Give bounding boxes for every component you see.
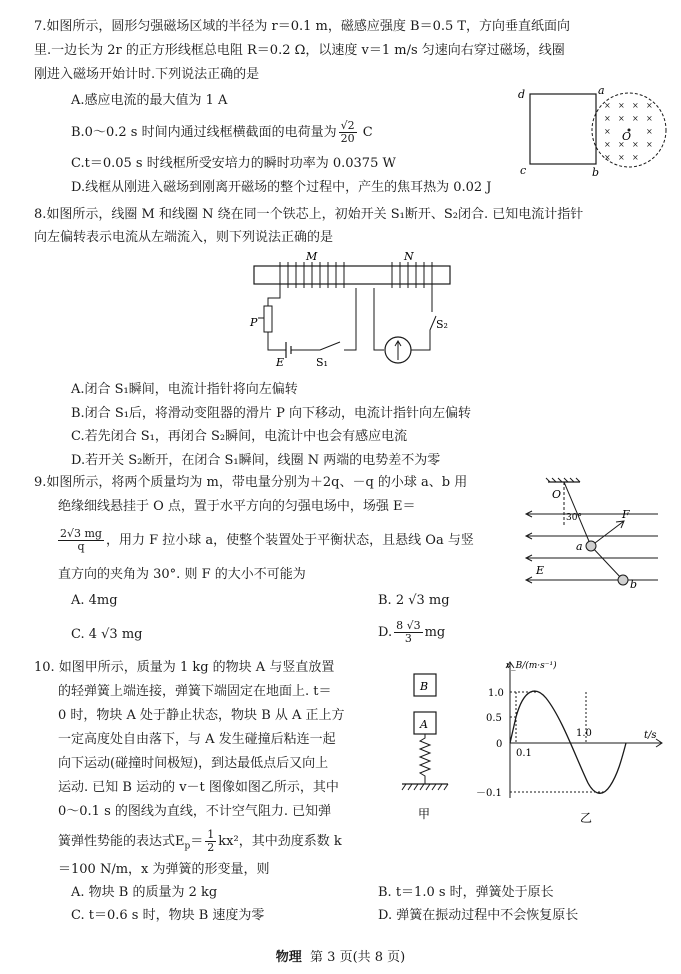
q10-graph-xlabel: t/s xyxy=(644,730,657,741)
q10-caption-a: 甲 xyxy=(418,807,431,821)
q8-wire-m-left xyxy=(268,288,280,306)
q7-label-c: c xyxy=(520,164,527,177)
q8-label-p: P xyxy=(250,316,258,329)
q9-field-denominator: q xyxy=(77,540,85,553)
q9-option-d-label: D. xyxy=(378,625,393,640)
svg-text:×: × xyxy=(646,101,653,110)
q9-ball-a xyxy=(586,541,596,551)
q9-option-d-denominator: 3 xyxy=(404,632,412,645)
q10-figure-b xyxy=(476,658,672,830)
q10-line-4: 一定高度处自由落下，与 A 发生碰撞后粘连一起 xyxy=(58,732,336,747)
q10-line-1: 10. 如图甲所示，质量为 1 kg 的物块 A 与竖直放置 xyxy=(34,660,335,675)
q7-label-d: d xyxy=(518,88,526,101)
q9-label-a: a xyxy=(576,540,583,553)
q10-figure-a xyxy=(398,668,458,828)
q8-iron-core xyxy=(254,266,450,284)
q7-option-b-denominator: 20 xyxy=(340,132,355,145)
footer-subject: 物理 xyxy=(275,950,302,965)
svg-text:×: × xyxy=(618,153,625,162)
q10-graph-tick-m01: －0.1 xyxy=(476,788,502,799)
q9-option-d-unit: mg xyxy=(424,625,446,640)
q7-option-b-numerator: √2 xyxy=(340,119,355,132)
q10-label-a: A xyxy=(420,718,428,731)
q9-option-a: A. 4mg xyxy=(71,593,118,608)
q10-line-8-subscript: p xyxy=(184,841,191,852)
q10-ground-hatch xyxy=(402,784,448,790)
page-footer xyxy=(0,946,681,965)
svg-text:×: × xyxy=(604,153,611,162)
q8-option-c: C.若先闭合 S₁，再闭合 S₂瞬间，电流计中也会有感应电流 xyxy=(71,429,408,444)
q10-caption-b: 乙 xyxy=(580,811,593,825)
svg-text:×: × xyxy=(632,153,639,162)
q10-graph-linear-segment xyxy=(510,717,516,743)
q8-galvanometer-needle xyxy=(395,341,401,360)
q9-field-fraction xyxy=(58,528,104,553)
q10-graph-tick-0: 0 xyxy=(496,739,503,750)
svg-text:×: × xyxy=(646,140,653,149)
q8-label-m: M xyxy=(306,250,318,263)
q9-label-f: F xyxy=(622,508,630,521)
q9-ball-b xyxy=(618,575,628,585)
q10-graph-tick-x01: 0.1 xyxy=(516,748,532,759)
q7-square-frame xyxy=(530,94,596,164)
q7-line-3: 刚进入磁场开始计时.下列说法正确的是 xyxy=(34,67,260,82)
q9-label-o: O xyxy=(552,488,562,501)
q9-thread-ab xyxy=(591,546,622,579)
q7-option-b-unit: C xyxy=(358,125,373,140)
q8-label-s1: S₁ xyxy=(316,356,328,369)
q10-graph-tick-x10: 1.0 xyxy=(576,728,592,739)
q9-option-c: C. 4 √3 mg xyxy=(71,627,143,642)
q8-line-2: 向左偏转表示电流从左端流入，则下列说法正确的是 xyxy=(34,230,334,245)
q9-force-arrow xyxy=(591,521,624,546)
q10-graph-tick-1: 1.0 xyxy=(488,688,504,699)
q10-option-a: A. 物块 B 的质量为 2 kg xyxy=(71,885,218,900)
q9-option-d xyxy=(378,620,445,645)
q10-line-8 xyxy=(58,829,342,856)
q10-half-numerator: 1 xyxy=(207,828,215,841)
svg-text:×: × xyxy=(604,101,611,110)
q10-line-9: ＝100 N/m，x 为弹簧的形变量，则 xyxy=(58,862,270,877)
q10-graph-curve xyxy=(516,691,626,793)
q10-spring xyxy=(420,734,430,784)
q7-label-a: a xyxy=(598,84,605,97)
q9-line-3 xyxy=(56,528,474,553)
q9-option-d-numerator: 8 √3 xyxy=(396,619,421,632)
q8-circuit-figure xyxy=(248,250,456,372)
svg-text:×: × xyxy=(632,101,639,110)
q10-option-d: D. 弹簧在振动过程中不会恢复原长 xyxy=(378,908,579,923)
q9-ceiling-hatch xyxy=(546,478,580,482)
q9-label-angle: 30° xyxy=(566,513,582,523)
q9-line-4: 直方向的夹角为 30°. 则 F 的大小不可能为 xyxy=(58,567,306,582)
q10-line-8-text: 簧弹性势能的表达式E xyxy=(58,834,185,849)
svg-text:×: × xyxy=(604,114,611,123)
q10-half-fraction xyxy=(205,829,216,854)
q8-label-s2: S₂ xyxy=(436,318,448,331)
q8-label-n: N xyxy=(404,250,414,263)
q8-switch-s2 xyxy=(411,316,436,350)
q9-option-b: B. 2 √3 mg xyxy=(378,593,450,608)
q7-option-b xyxy=(71,120,373,145)
q7-label-b: b xyxy=(592,166,600,179)
q9-field-numerator: 2√3 mg xyxy=(60,527,102,540)
q8-line-1: 8.如图所示，线圈 M 和线圈 N 绕在同一个铁芯上，初始开关 S₁断开、S₂闭合. 已知电流计指针 xyxy=(34,207,584,222)
q7-line-2: 里.一边长为 2r 的正方形线框总电阻 R＝0.2 Ω，以速度 v＝1 m/s 匀速向右穿过磁场，线圈 xyxy=(34,43,565,58)
q9-line-3-text: ，用力 F 拉小球 a，使整个装置处于平衡状态，且悬线 Oa 与竖 xyxy=(105,533,474,548)
q10-graph-tick-05: 0.5 xyxy=(486,713,502,724)
svg-text:×: × xyxy=(618,101,625,110)
q9-label-e: E xyxy=(536,564,545,577)
q8-option-a: A.闭合 S₁瞬间，电流计指针将向左偏转 xyxy=(71,382,298,397)
q9-figure xyxy=(518,476,664,596)
svg-text:×: × xyxy=(618,140,625,149)
q8-wire-m-bottom-left xyxy=(268,332,286,350)
svg-text:×: × xyxy=(604,140,611,149)
q7-line-1: 7.如图所示，圆形匀强磁场区域的半径为 r＝0.1 m，磁感应强度 B＝0.5 T，方向垂直纸面向 xyxy=(34,19,571,34)
q7-label-o: O xyxy=(622,130,632,143)
svg-text:×: × xyxy=(646,127,653,136)
q8-wire-n-left xyxy=(374,288,384,350)
q10-option-c: C. t＝0.6 s 时，物块 B 速度为零 xyxy=(71,908,265,923)
q7-option-d: D.线框从刚进入磁场到刚离开磁场的整个过程中，产生的焦耳热为 0.02 J xyxy=(71,180,492,195)
q9-label-b: b xyxy=(630,578,638,591)
q7-option-b-text: B.0～0.2 s 时间内通过线框横截面的电荷量为 xyxy=(71,125,337,140)
q9-option-d-fraction xyxy=(394,620,423,645)
q10-line-8-tail: kx²，其中劲度系数 k xyxy=(218,834,342,849)
q10-line-5: 向下运动(碰撞时间极短)，到达最低点后又向上 xyxy=(58,756,329,771)
svg-text:×: × xyxy=(632,114,639,123)
q7-option-a: A.感应电流的最大值为 1 A xyxy=(71,93,228,108)
q8-wire-m-right xyxy=(344,288,356,350)
svg-text:×: × xyxy=(604,127,611,136)
q10-line-6: 运动. 已知 B 运动的 v－t 图像如图乙所示，其中 xyxy=(58,780,339,795)
q7-figure xyxy=(512,84,670,180)
q8-battery-symbol xyxy=(286,342,291,358)
q10-half-denominator: 2 xyxy=(207,841,215,854)
q10-option-b: B. t＝1.0 s 时，弹簧处于原长 xyxy=(378,885,554,900)
q9-line-1: 9.如图所示，将两个质量均为 m，带电量分别为＋2q、－q 的小球 a、b 用 xyxy=(34,475,468,490)
q10-line-7: 0～0.1 s 的图线为直线，不计空气阻力. 已知弹 xyxy=(58,804,332,819)
q8-label-e: E xyxy=(276,356,285,369)
svg-text:×: × xyxy=(632,140,639,149)
q7-option-c: C.t＝0.05 s 时线框所受安培力的瞬时功率为 0.0375 W xyxy=(71,156,396,171)
svg-text:×: × xyxy=(646,114,653,123)
q10-line-8-equals: ＝ xyxy=(190,834,204,849)
q8-switch-s1 xyxy=(291,342,340,350)
q9-line-2: 绝缘细线悬挂于 O 点，置于水平方向的匀强电场中，场强 E＝ xyxy=(58,499,416,514)
q7-option-b-fraction xyxy=(339,120,357,145)
q10-line-2: 的轻弹簧上端连接，弹簧下端固定在地面上. t＝ xyxy=(58,684,332,699)
q8-rheostat xyxy=(264,306,272,332)
q10-label-b: B xyxy=(420,680,429,693)
svg-text:×: × xyxy=(618,114,625,123)
footer-page-number: 第 3 页(共 8 页) xyxy=(310,950,406,965)
q8-option-b: B.闭合 S₁后，将滑动变阻器的滑片 P 向下移动，电流计指针向左偏转 xyxy=(71,406,471,421)
q10-graph-ylabel: v_B/(m·s⁻¹) xyxy=(506,661,557,671)
q8-option-d: D.若开关 S₂断开，在闭合 S₁瞬间，线圈 N 两端的电势差不为零 xyxy=(71,453,441,468)
q10-line-3: 0 时，物块 A 处于静止状态，物块 B 从 A 正上方 xyxy=(58,708,345,723)
